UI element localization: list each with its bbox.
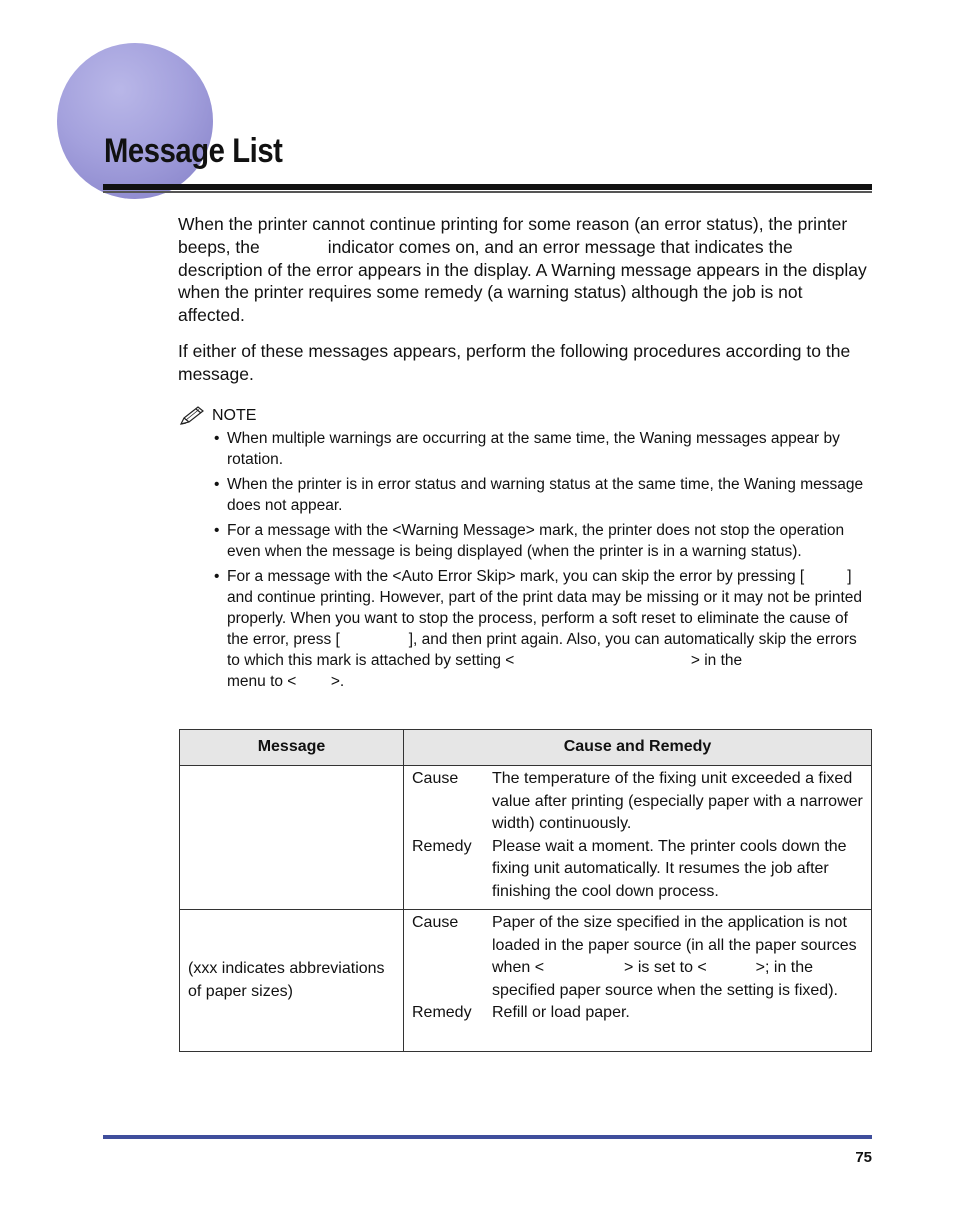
decorative-circle [57, 43, 213, 199]
note-item-text: When the printer is in error status and warning status at the same time, the Waning message does not appear. [227, 476, 864, 514]
remedy-row [412, 1002, 863, 1025]
note-item: • For a message with the <Warning Message> mark, the printer does not stop the operation even when the message is being displayed (when the printer is in a warning status). [214, 522, 845, 560]
message-table [179, 729, 872, 1052]
page-number: 75 [855, 1149, 872, 1166]
table-row [180, 910, 872, 1052]
cause-row [412, 768, 863, 836]
remedy-text: Please wait a moment. The printer cools down the fixing unit automatically. It resumes the job after finishing the cool down process. [492, 837, 847, 900]
pencil-icon [178, 405, 206, 427]
remedy-text: Refill or load paper. [492, 1004, 630, 1021]
remedy-row [412, 836, 863, 904]
table-row [180, 766, 872, 910]
message-cell: (xxx indicates abbreviations of paper sizes) [180, 910, 404, 1052]
table-header-row [180, 730, 872, 766]
cause-row [412, 912, 863, 1002]
intro-paragraph-2: If either of these messages appears, perform the following procedures according to the message. [178, 341, 851, 384]
cause-remedy-cell [404, 766, 872, 910]
note-item-text: When multiple warnings are occurring at the same time, the Waning messages appear by rotation. [227, 430, 840, 468]
note-item-text: For a message with the <Warning Message> mark, the printer does not stop the operation even when the message is being displayed (when the printer is in a warning status). [227, 522, 845, 560]
header-message: Message [180, 730, 404, 766]
footer-rule [103, 1135, 872, 1139]
header-cause-remedy: Cause and Remedy [404, 730, 872, 766]
note-label: NOTE [212, 407, 257, 424]
message-cell [180, 766, 404, 910]
title-rule-secondary [103, 191, 872, 193]
remedy-label: Remedy [412, 1004, 472, 1021]
cause-label: Cause [412, 914, 459, 931]
cause-remedy-cell [404, 910, 872, 1052]
note-item: • When multiple warnings are occurring at the same time, the Waning messages appear by rotation. [214, 430, 840, 468]
note-item-text: For a message with the <Auto Error Skip> mark, you can skip the error by pressing [ ] and continue printing. However, part of the print data may be missing or it may not be printed properly. When you want to stop the process, perform a soft reset to eliminate the cause of the error, press [ ], and then print again. Also, you can automatically skip the errors to which this mark is attached by setting < > in the menu to < >. [227, 568, 867, 690]
title-rule [103, 184, 872, 190]
note-item: • For a message with the <Auto Error Skip> mark, you can skip the error by pressing [ ] and continue printing. However, part of the print data may be missing or it may not be printed properly. When you want to stop the process, perform a soft reset to eliminate the cause of the error, press [ ], and then print again. Also, you can automatically skip the errors to which this mark is attached by setting < > in the menu to < >. [214, 568, 867, 690]
intro-paragraph-1: When the printer cannot continue printing for some reason (an error status), the printer beeps, the indicator comes on, and an error message that indicates the description of the error appears in the display. A Warning message appears in the display when the printer requires some remedy (a warning status) although the job is not affected. [178, 214, 872, 326]
cause-text: The temperature of the fixing unit exceeded a fixed value after printing (especially paper with a narrower width) continuously. [492, 770, 863, 832]
remedy-label: Remedy [412, 837, 472, 855]
cause-text: Paper of the size specified in the application is not loaded in the paper source (in all the paper sources when < > is set to < >; in the specified paper source when the setting is fixed). [492, 914, 862, 999]
note-header [178, 404, 256, 428]
cause-label: Cause [412, 770, 459, 787]
note-item: • When the printer is in error status and warning status at the same time, the Waning message does not appear. [214, 476, 864, 514]
note-list [214, 428, 867, 696]
page-title: Message List [104, 132, 283, 170]
